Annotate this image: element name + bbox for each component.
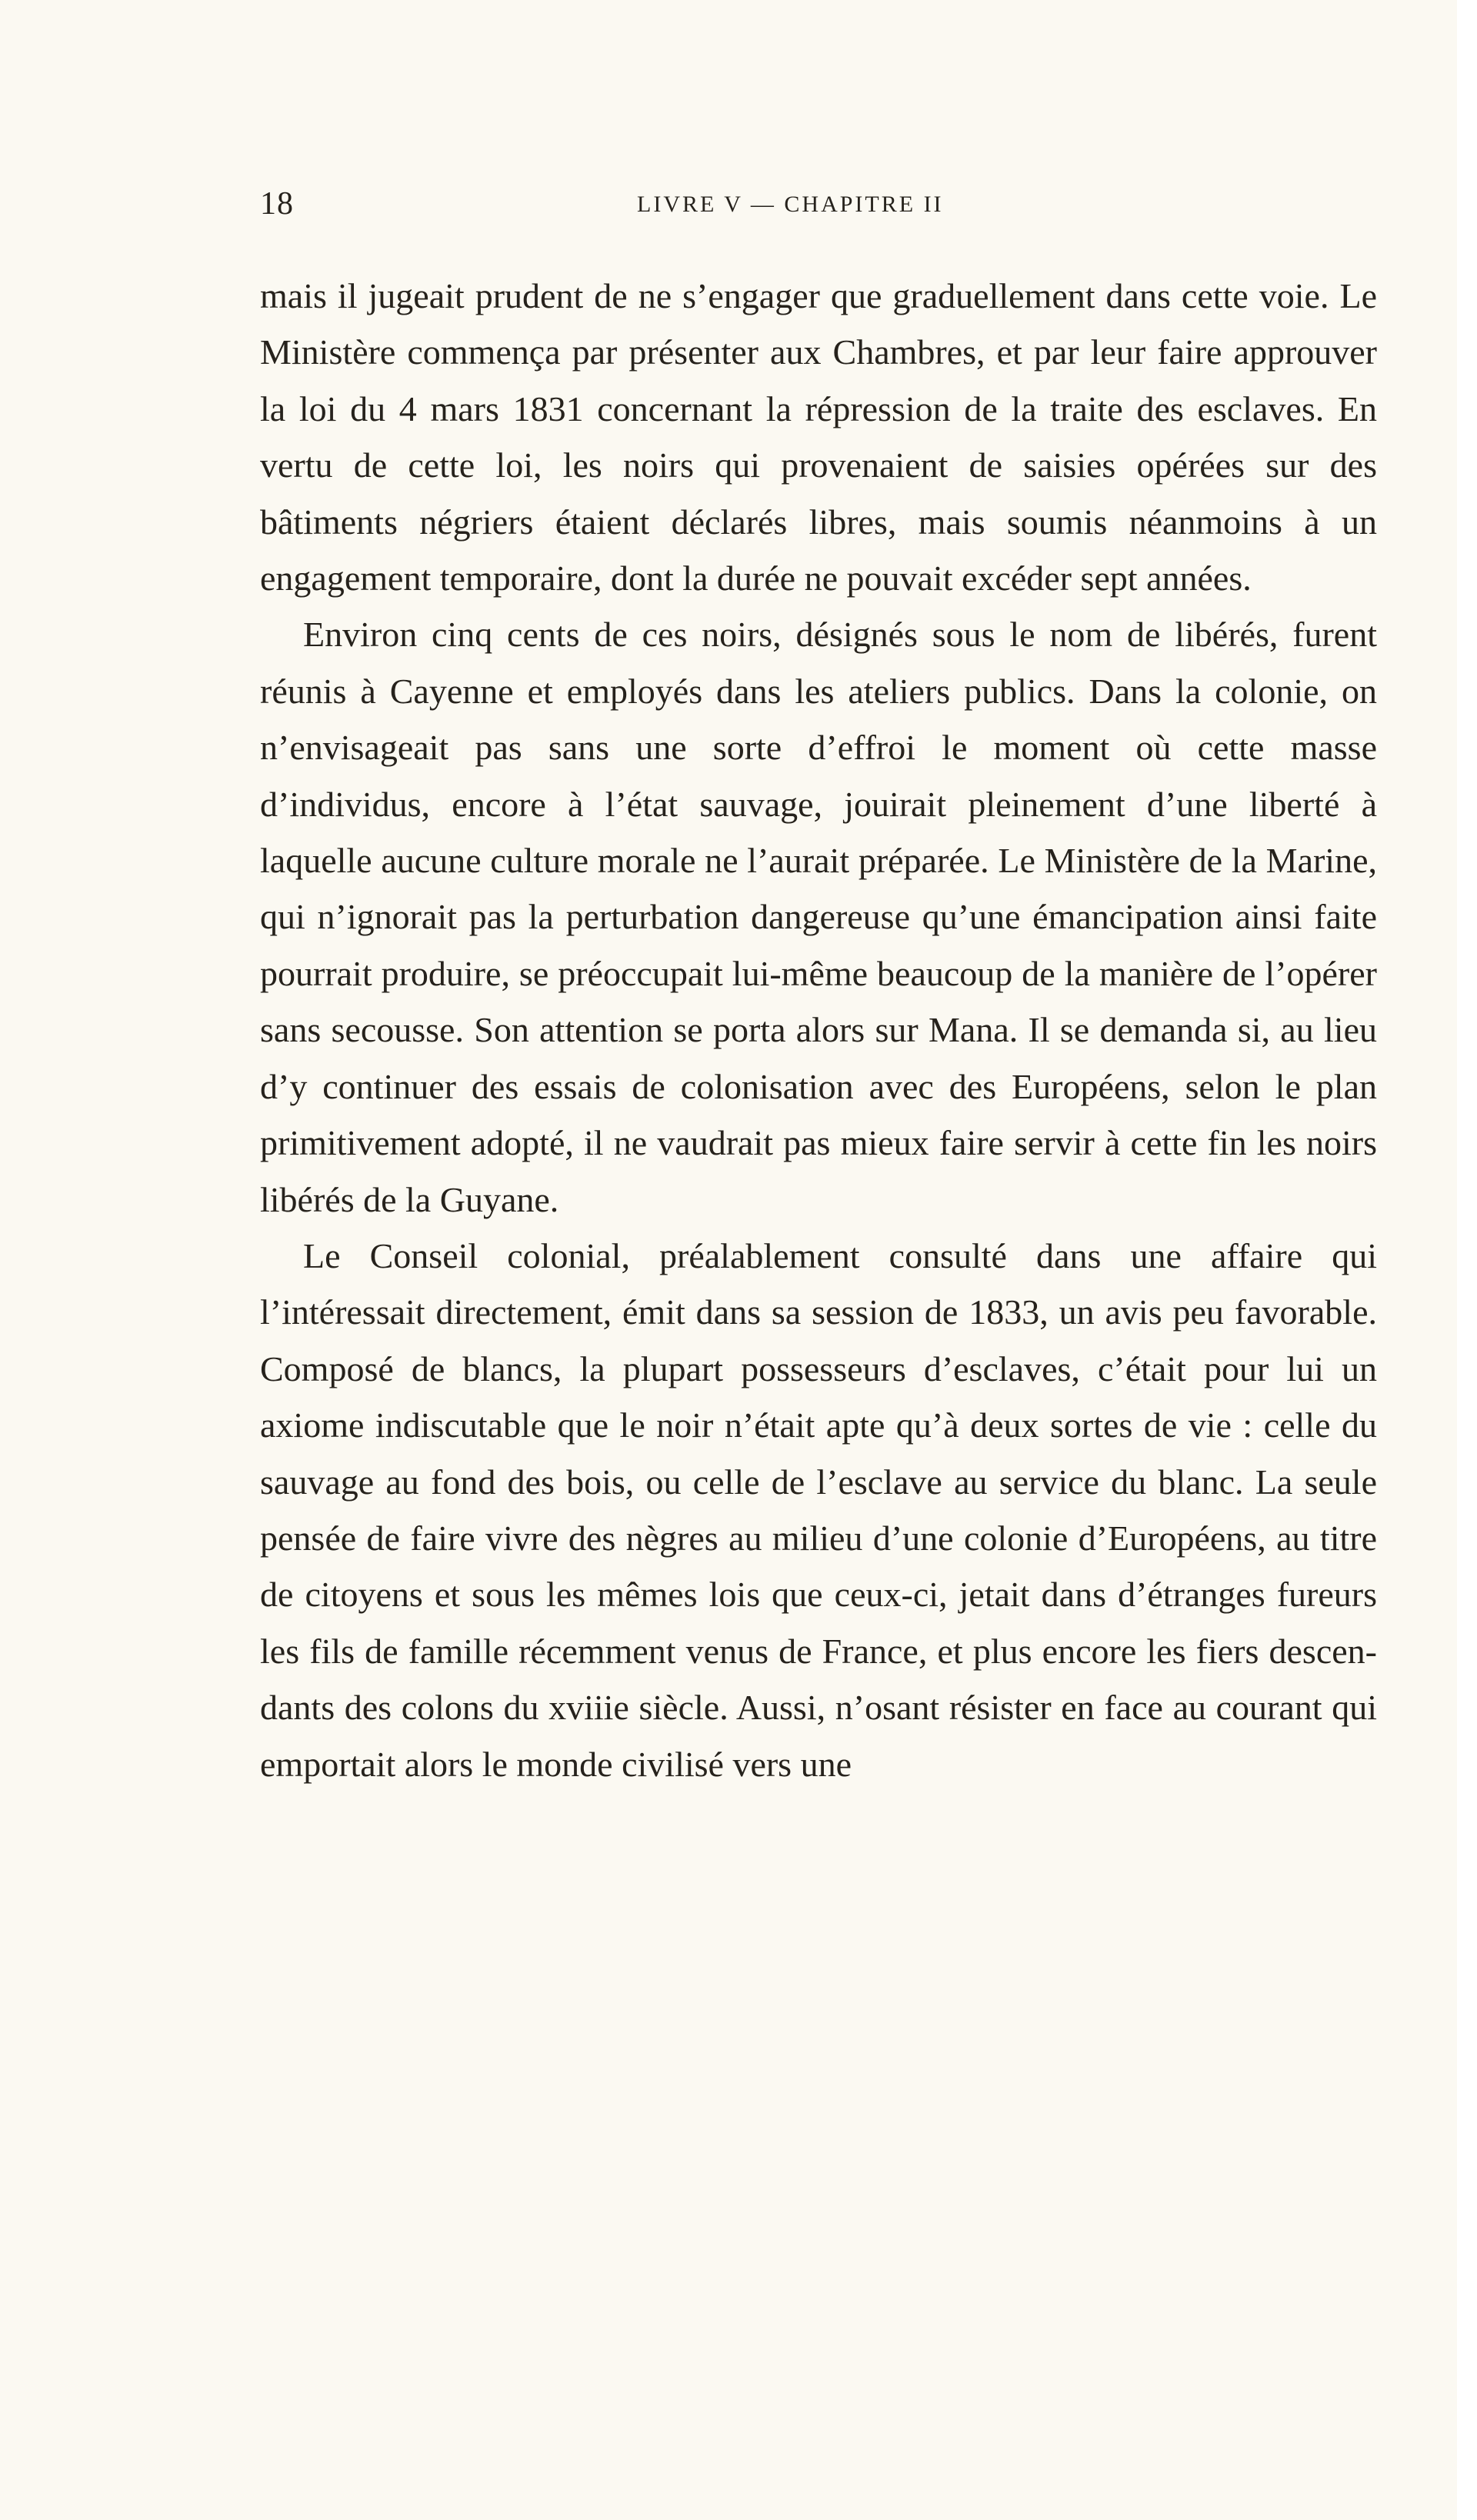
paragraph-2: Environ cinq cents de ces noirs, désignés sous le nom de libérés, furent réunis à Cayenne et employés dans les ateliers publics. Dans la colonie, on n’envisageait pas sans une sorte d’effroi le moment où cette masse d’individus, encore à l’état sauvage, jouirait pleinement d’une liberté à laquelle aucune culture morale ne l’aurait préparée. Le Ministère de la Marine, qui n’ignorait pas la perturbation dangereuse qu’une émancipation ainsi faite pourrait produire, se préoccupait lui-même beaucoup de la manière de l’opérer sans secousse. Son attention se porta alors sur Mana. Il se demanda si, au lieu d’y continuer des essais de colonisation avec des Européens, selon le plan primitivement adopté, il ne vaudrait pas mieux faire servir à cette fin les noirs libérés de la Guyane. xyxy=(260,615,1377,1219)
running-title: LIVRE V — CHAPITRE II xyxy=(637,192,944,217)
body-text xyxy=(260,268,1377,1792)
running-head xyxy=(260,178,1377,232)
paragraph-3: Le Conseil colonial, préalablement consulté dans une affaire qui l’intéressait directement, émit dans sa session de 1833, un avis peu favorable. Composé de blancs, la plupart possesseurs d’esclaves, c’était pour lui un axiome indiscutable que le noir n’était apte qu’à deux sortes de vie : celle du sauvage au fond des bois, ou celle de l’esclave au service du blanc. La seule pensée de faire vivre des nègres au milieu d’une colonie d’Européens, au titre de citoyens et sous les mêmes lois que ceux-ci, jetait dans d’étranges fureurs les fils de famille récemment venus de France, et plus encore les fiers descendants des colons du xviiie siècle. Aussi, n’osant résister en face au courant qui emportait alors le monde civilisé vers une xyxy=(260,1235,1377,1784)
page-number: 18 xyxy=(260,186,294,222)
paragraph-1: mais il jugeait prudent de ne s’engager que graduellement dans cette voie. Le Ministère commença par présenter aux Chambres, et par leur faire approuver la loi du 4 mars 1831 concernant la répression de la traite des esclaves. En vertu de cette loi, les noirs qui provenaient de saisies opérées sur des bâtiments négriers étaient déclarés libres, mais soumis néanmoins à un engagement temporaire, dont la durée ne pouvait excéder sept années. xyxy=(260,276,1377,598)
page-edge xyxy=(1457,0,1477,2520)
